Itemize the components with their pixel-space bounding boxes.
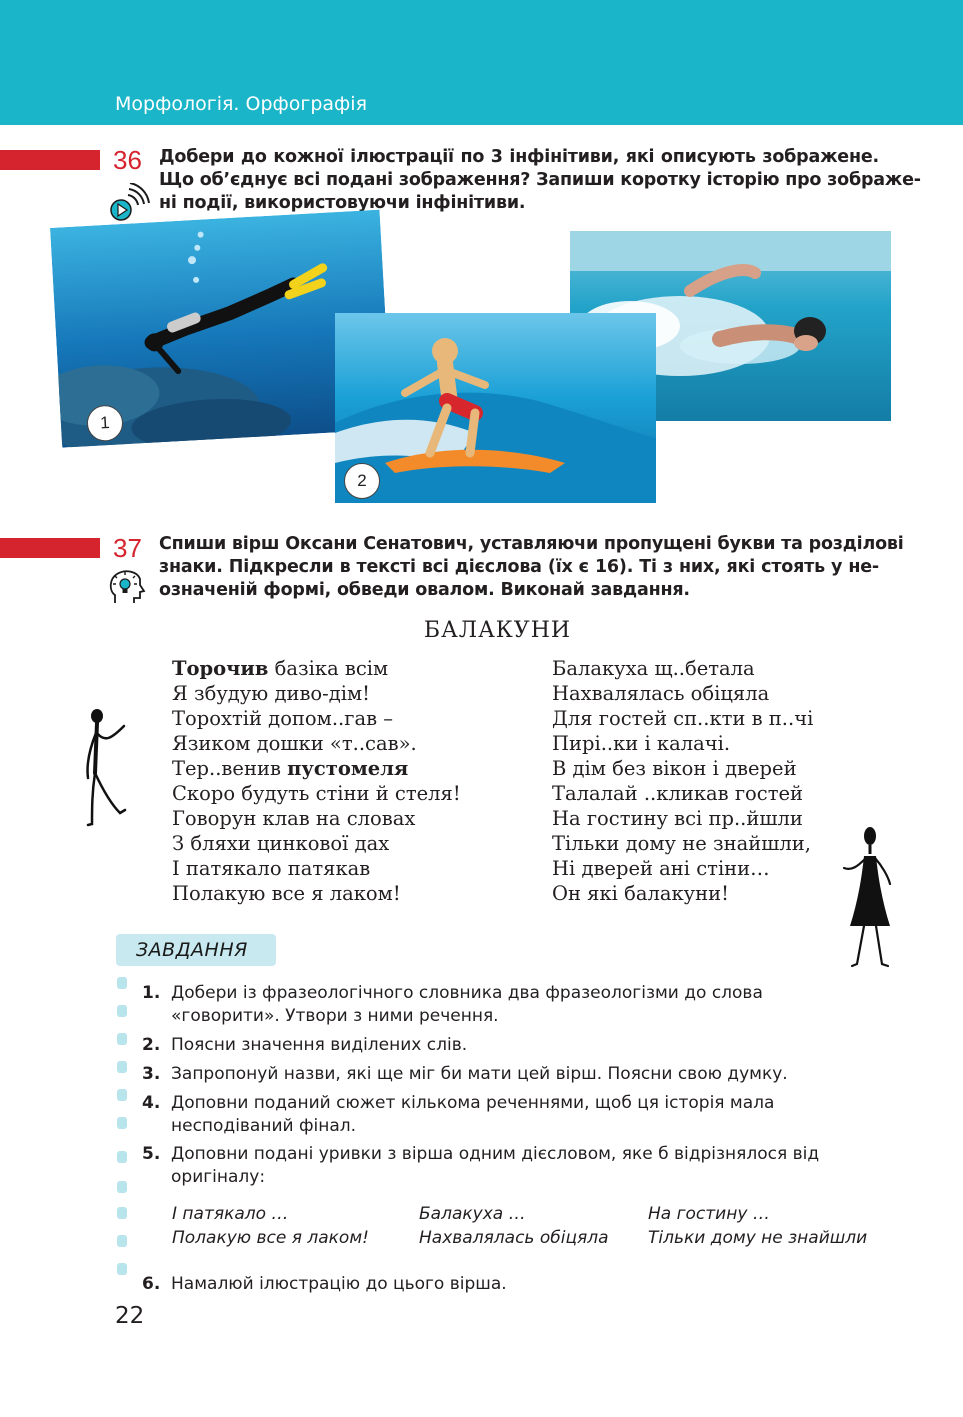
rail-dot: [117, 1207, 127, 1219]
poem-fragment-2: Балакуха … Нахвалялась обіцяла: [419, 1204, 609, 1248]
poem-fragment-3: На гостину … Тільки дому не знайшли: [648, 1204, 868, 1248]
task-text: Запропонуй назви, які ще міг би мати цей вірш. Поясни свою думку.: [171, 1064, 788, 1084]
poem-line: І патякало патякав: [172, 857, 371, 880]
poem-title: БАЛАКУНИ: [423, 618, 572, 643]
poem-line: Тільки дому не знайшли,: [552, 832, 811, 855]
task-number: 4.: [142, 1093, 161, 1113]
exercise-37-marker: [0, 538, 100, 558]
stick-woman-illustration: [842, 826, 897, 976]
poem-line: На гостину всі пр..йшли: [552, 807, 803, 830]
exercise-36-instructions: [159, 146, 921, 215]
task-text: Доповни подані уривки з вірша одним дієсловом, яке б відрізнялося від оригіналу:: [171, 1144, 820, 1187]
rail-dot: [117, 977, 127, 989]
instruction-line: означеній формі, обведи овалом. Виконай завдання.: [159, 580, 690, 600]
poem-line: Талалай ..кликав гостей: [552, 782, 804, 805]
section-title: Морфологія. Орфографія: [115, 93, 368, 115]
page-number: 22: [115, 1303, 145, 1329]
instruction-line: Спиши вірш Оксани Сенатович, уставляючи пропущені букви та розділові: [159, 534, 904, 554]
rail-dot: [117, 1061, 127, 1073]
photo-boy-surfing: [335, 313, 656, 503]
highlighted-word: Торочив: [172, 657, 269, 680]
poem-line: Он які балакуни!: [552, 882, 729, 905]
instruction-line: Добери до кожної ілюстрації по 3 інфінітиви, які описують зображене.: [159, 147, 879, 167]
rail-dot: [117, 1033, 127, 1045]
task-text: Намалюй ілюстрацію до цього вірша.: [171, 1274, 507, 1294]
exercise-36-marker: [0, 150, 100, 170]
instruction-line: знаки. Підкресли в тексті всі дієслова (їх є 16). Ті з них, які стоять у не-: [159, 557, 879, 577]
poem-line: В дім без вікон і дверей: [552, 757, 797, 780]
poem-line: Тер..венив пустомеля: [172, 757, 409, 780]
poem-line: Для гостей сп..кти в п..чі: [552, 707, 814, 730]
tasks-heading-tab: [116, 934, 276, 966]
photo-badge-2: 2: [344, 463, 380, 499]
task-text: Доповни поданий сюжет кількома реченнями, щоб ця історія мала несподіваний фінал.: [171, 1093, 775, 1136]
poem-line: Торочив базіка всім: [172, 657, 389, 680]
task-number: 3.: [142, 1064, 161, 1084]
poem-line: Я збудую диво-дім!: [172, 682, 371, 705]
task-text: Поясни значення виділених слів.: [171, 1035, 468, 1055]
task-text: Добери із фразеологічного словника два фразеологізми до слова «говорити». Утвори з ними речення.: [171, 983, 763, 1026]
poem-line: Торохтій допом..гав –: [172, 707, 394, 730]
instruction-line: ні події, використовуючи інфінітиви.: [159, 193, 526, 213]
poem-line: Нахвалялась обіцяла: [552, 682, 770, 705]
rail-dot: [117, 1181, 127, 1193]
poem-line: Говорун клав на словах: [172, 807, 416, 830]
poem-line: Полакую все я лаком!: [172, 882, 401, 905]
poem-line: Пирі..ки і калачі.: [552, 732, 731, 755]
photo-badge-1: 1: [86, 404, 124, 442]
highlighted-word: пустомеля: [287, 757, 409, 780]
rail-dot: [117, 1089, 127, 1101]
task-number: 5.: [142, 1144, 161, 1164]
rail-dot: [117, 1263, 127, 1275]
task-number: 2.: [142, 1035, 161, 1055]
poem-column-left: [172, 656, 461, 906]
stick-man-illustration: [80, 708, 135, 835]
audio-play-icon[interactable]: [108, 183, 150, 228]
rail-dot: [117, 1151, 127, 1163]
instruction-line: Що об’єднує всі подані зображення? Запиши коротку історію про зображе-: [159, 170, 921, 190]
poem-line: Язиком дошки «т..сав».: [172, 732, 417, 755]
exercise-36-number: 36: [113, 145, 142, 175]
task-number: 6.: [142, 1274, 161, 1294]
poem-line: Скоро будуть стіни й стеля!: [172, 782, 461, 805]
poem-line: З бляхи цинкової дах: [172, 832, 390, 855]
poem-line: Ні дверей ані стіни…: [552, 857, 770, 880]
rail-dot: [117, 1235, 127, 1247]
poem-column-right: [552, 656, 813, 906]
rail-dot: [117, 1117, 127, 1129]
task-number: 1.: [142, 983, 161, 1003]
exercise-37-instructions: [159, 533, 904, 602]
poem-fragment-1: І патякало … Полакую все я лаком!: [172, 1204, 369, 1248]
poem-line: Балакуха щ..бетала: [552, 657, 755, 680]
lightbulb-head-icon: [107, 569, 147, 612]
tasks-heading: ЗАВДАННЯ: [136, 939, 248, 961]
rail-dot: [117, 1005, 127, 1017]
exercise-37-number: 37: [113, 533, 142, 563]
